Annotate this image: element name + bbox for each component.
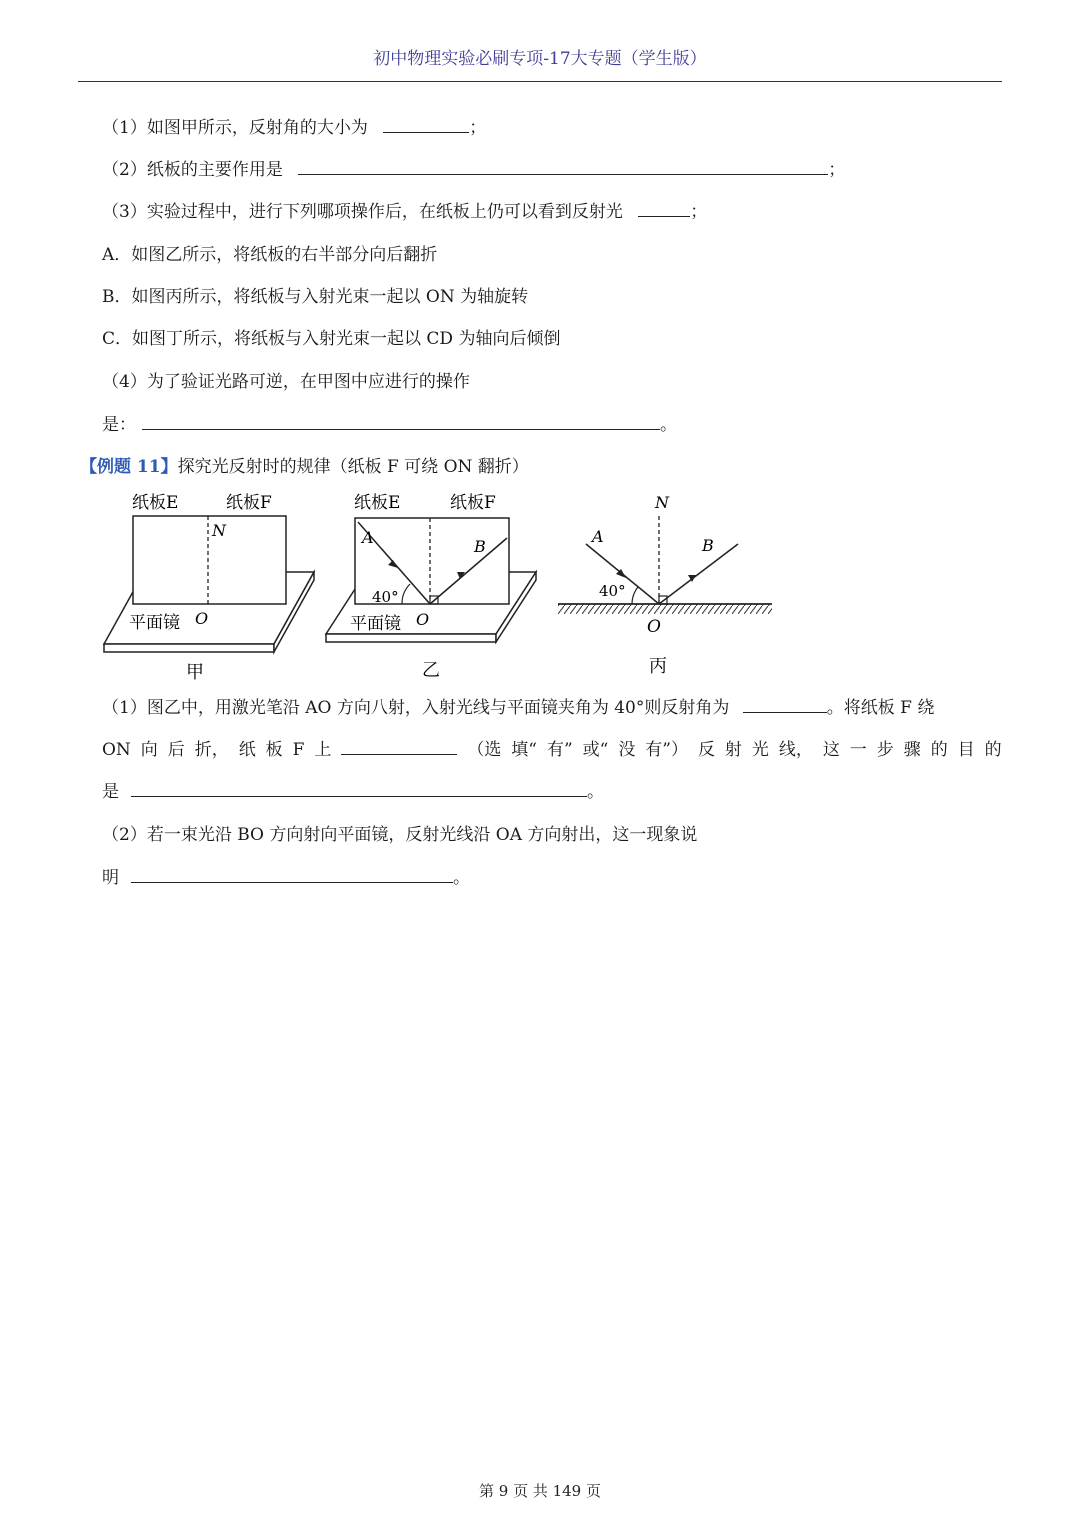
q11-part1-blank1[interactable] [743,696,827,713]
q11-token: 有” [546,740,573,760]
bing-angle-arc [632,587,638,604]
q11-token: 光 [751,740,769,760]
q10-part4: （4）为了验证光路可逆，在甲图中应进行的操作 [102,372,470,392]
jia-paper-board [133,516,286,604]
q11-token: 纸 [238,740,256,760]
bing-reflected-ray [659,544,738,604]
yi-label-e: 纸板E [354,493,401,513]
q10-part3-end: ； [690,202,708,222]
q11-part2-label: 明 [102,868,119,888]
q10-part1-blank[interactable] [383,116,469,133]
q11-part1-text-end: 。将纸板 F 绕 [826,698,935,718]
q10-part4-answer [102,413,677,437]
q10-part2-blank[interactable] [298,158,828,175]
q11-part1-purpose-end: 。 [587,782,604,802]
q11-token: 目 [957,740,975,760]
q11-part1-line1 [102,696,934,720]
q11-part1-line3 [102,780,604,804]
q11-token: 向 [140,740,158,760]
q11-token: 没 [618,740,636,760]
q11-token: 反 [697,740,715,760]
jia-mirror-edge [104,644,274,652]
q11-part2: （2）若一束光沿 BO 方向射向平面镜，反射光线沿 OA 方向射出，这一现象说 [102,825,698,845]
q11-part1-blank2[interactable] [341,738,457,755]
q11-token: 一 [849,740,867,760]
yi-label-a: A [362,528,374,547]
q11-part2-blank[interactable] [131,866,453,883]
yi-label-f: 纸板F [450,493,496,513]
q11-part1-blank3[interactable] [131,780,587,797]
jia-label-e: 纸板E [132,493,179,513]
figure-bing [558,493,772,677]
bing-label-n: N [655,493,669,512]
jia-label-mirror: 平面镜 [129,613,180,633]
bing-label-b: B [702,536,714,555]
q10-part4-blank[interactable] [142,413,660,430]
q11-token: 这 [822,740,840,760]
q10-option-c: C．如图丁所示，将纸板与入射光束一起以 CD 为轴向后倾倒 [102,329,561,349]
example11-heading [80,455,529,479]
q11-token: 的 [930,740,948,760]
jia-label-f: 纸板F [226,493,272,513]
yi-label-angle: 40° [372,588,399,606]
yi-label-o: O [416,610,430,629]
q11-token: 板 [265,740,283,760]
q11-token: F [292,740,305,760]
bing-hatching [558,604,772,614]
q11-part1-text: （1）图乙中，用激光笔沿 AO 方向八射，入射光线与平面镜夹角为 40°则反射角为 [102,698,730,718]
yi-mirror-edge [326,634,496,642]
q11-token: （选 [467,740,502,760]
q10-option-a: A．如图乙所示，将纸板的右半部分向后翻折 [102,245,438,265]
q11-part2-end: 。 [453,868,470,888]
q11-part2-answer [102,866,470,890]
q11-token: 后 [167,740,185,760]
bing-label-a: A [592,527,604,546]
jia-label-o: O [195,609,209,628]
header-rule [78,81,1002,82]
q10-part1 [102,116,486,140]
page-header: 初中物理实验必刷专项-17大专题（学生版） [373,49,707,69]
reflection-figures [96,486,786,686]
yi-caption: 乙 [422,660,440,681]
page-footer: 第 9 页 共 149 页 [478,1482,601,1500]
q10-option-b: B．如图丙所示，将纸板与入射光束一起以 ON 为轴旋转 [102,287,529,307]
q11-token: 的 [984,740,1002,760]
q10-part1-end: ； [469,118,487,138]
example11-tag: 【例题 11】 [80,457,178,477]
q10-part3-blank[interactable] [638,200,690,217]
q10-part3-text: （3）实验过程中，进行下列哪项操作后，在纸板上仍可以看到反射光 [102,202,623,222]
example11-title: 探究光反射时的规律（纸板 F 可绕 ON 翻折） [177,457,529,477]
q10-part4-label: 是： [102,415,136,435]
jia-caption: 甲 [186,662,204,683]
q11-part1-purpose-label: 是 [102,782,119,802]
q11-token: 折， [194,740,229,760]
q10-part2-text: （2）纸板的主要作用是 [102,160,283,180]
q10-part4-end: 。 [660,415,677,435]
yi-label-mirror: 平面镜 [350,614,401,634]
q11-token: 有”） [645,740,688,760]
bing-label-o: O [647,617,661,637]
bing-label-angle: 40° [599,582,626,600]
q10-part2 [102,158,845,182]
q11-token: 填“ [511,740,537,760]
q11-token: 或“ [582,740,609,760]
q11-part1-line2 [102,738,1002,762]
q11-token: 上 [314,740,332,760]
q11-token: 射 [724,740,742,760]
figure-yi [326,493,536,681]
bing-caption: 丙 [649,656,667,677]
q11-token: 线， [778,740,813,760]
q11-token: 骤 [903,740,921,760]
q11-token: 步 [876,740,894,760]
q11-token: ON [102,740,131,760]
jia-label-n: N [212,521,226,540]
q10-part2-end: ； [828,160,846,180]
yi-label-b: B [474,537,486,556]
q10-part3 [102,200,707,224]
q10-part1-text: （1）如图甲所示，反射角的大小为 [102,118,368,138]
figure-jia [104,493,314,683]
